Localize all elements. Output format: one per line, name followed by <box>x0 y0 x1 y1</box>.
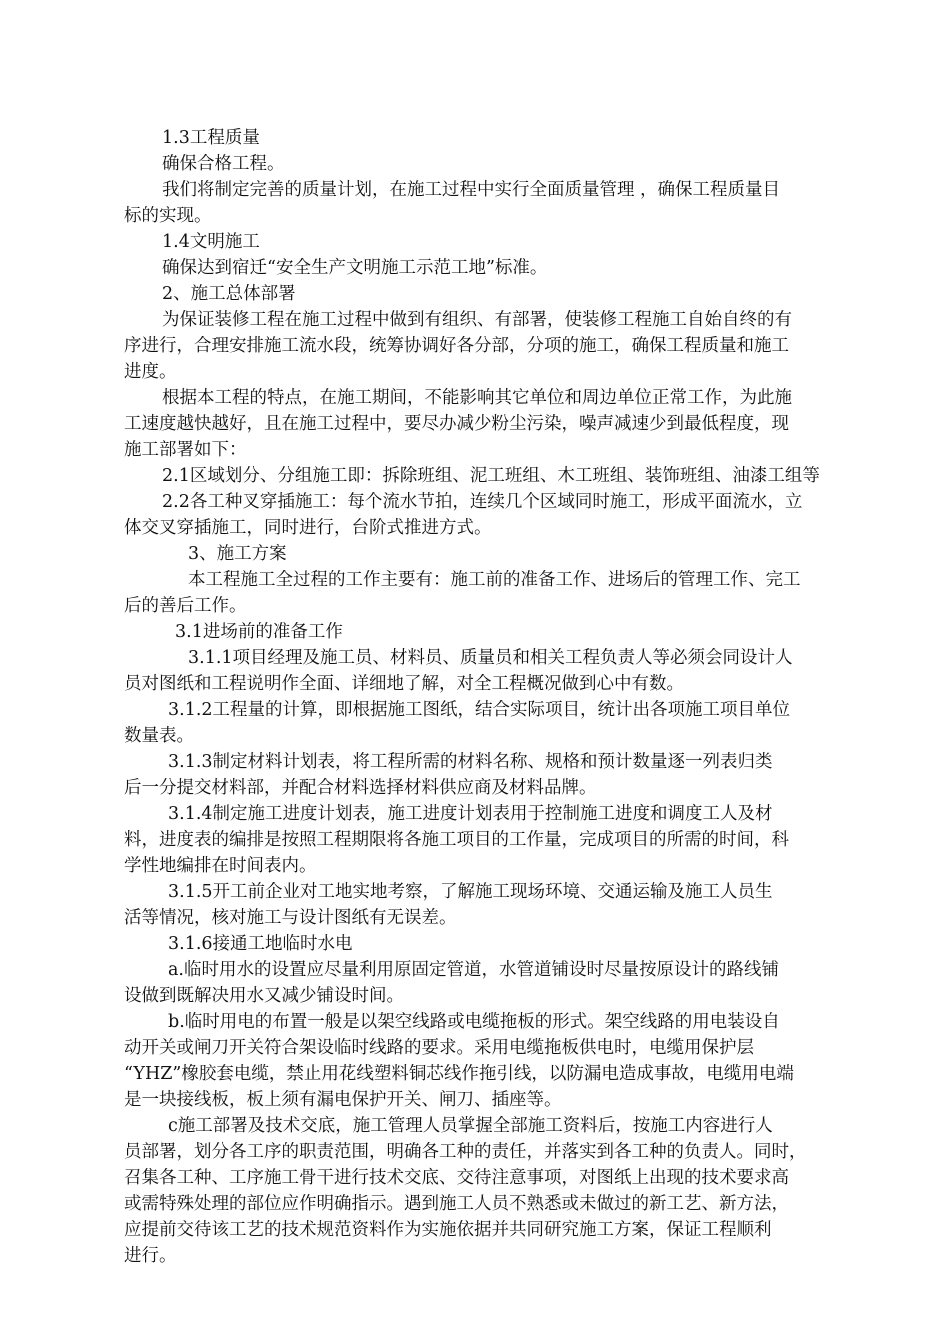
text-line: 后的善后工作。 <box>124 596 247 616</box>
text-line: 学性地编排在时间表内。 <box>124 856 317 876</box>
text-line: a.临时用水的设置应尽量利用原固定管道，水管道铺设时尽量按原设计的路线铺 <box>168 960 779 980</box>
text-line: 为保证装修工程在施工过程中做到有组织、有部署，使装修工程施工自始自终的有 <box>162 310 792 330</box>
text-line: 3.1进场前的准备工作 <box>175 622 343 642</box>
text-line: 料，进度表的编排是按照工程期限将各施工项目的工作量，完成项目的所需的时间，科 <box>124 830 789 850</box>
text-line: “YHZ”橡胶套电缆，禁止用花线塑料铜芯线作拖引线，以防漏电造成事故，电缆用电端 <box>124 1064 794 1084</box>
text-line: 3.1.3制定材料计划表，将工程所需的材料名称、规格和预计数量逐一列表归类 <box>168 752 773 772</box>
text-line: 进度。 <box>124 362 177 382</box>
text-line: 进行。 <box>124 1246 177 1266</box>
text-line: 或需特殊处理的部位应作明确指示。遇到施工人员不熟悉或未做过的新工艺、新方法， <box>124 1194 789 1214</box>
text-line: 2.1区域划分、分组施工即：拆除班组、泥工班组、木工班组、装饰班组、油漆工组等 <box>162 466 820 486</box>
text-line: 3.1.4制定施工进度计划表，施工进度计划表用于控制施工进度和调度工人及材 <box>168 804 773 824</box>
text-line: 确保达到宿迁“安全生产文明施工示范工地”标准。 <box>162 258 548 278</box>
text-line: b.临时用电的布置一般是以架空线路或电缆拖板的形式。架空线路的用电装设自 <box>168 1012 780 1032</box>
text-line: 2.2各工种叉穿插施工：每个流水节拍，连续几个区域同时施工，形成平面流水，立 <box>162 492 803 512</box>
text-line: 体交叉穿插施工，同时进行，台阶式推进方式。 <box>124 518 492 538</box>
text-line: 应提前交待该工艺的技术规范资料作为实施依据并共同研究施工方案，保证工程顺利 <box>124 1220 772 1240</box>
text-line: 是一块接线板，板上须有漏电保护开关、闸刀、插座等。 <box>124 1090 562 1110</box>
text-line: 活等情况，核对施工与设计图纸有无误差。 <box>124 908 457 928</box>
text-line: 1.3工程质量 <box>162 128 260 148</box>
text-line: 动开关或闸刀开关符合架设临时线路的要求。采用电缆拖板供电时，电缆用保护层 <box>124 1038 754 1058</box>
text-line: 施工部署如下： <box>124 440 247 460</box>
text-line: 序进行，合理安排施工流水段，统筹协调好各分部，分项的施工，确保工程质量和施工 <box>124 336 789 356</box>
text-line: 召集各工种、工序施工骨干进行技术交底、交待注意事项，对图纸上出现的技术要求高 <box>124 1168 789 1188</box>
text-line: 后一分提交材料部，并配合材料选择材料供应商及材料品牌。 <box>124 778 597 798</box>
text-line: 3、施工方案 <box>188 544 287 564</box>
text-line: 根据本工程的特点，在施工期间，不能影响其它单位和周边单位正常工作，为此施 <box>162 388 792 408</box>
text-line: 3.1.1项目经理及施工员、材料员、质量员和相关工程负责人等必须会同设计人 <box>188 648 793 668</box>
text-line: 员对图纸和工程说明作全面、详细地了解，对全工程概况做到心中有数。 <box>124 674 684 694</box>
text-line: 本工程施工全过程的工作主要有：施工前的准备工作、进场后的管理工作、完工 <box>188 570 801 590</box>
text-line: 标的实现。 <box>124 206 212 226</box>
text-line: 3.1.6接通工地临时水电 <box>168 934 353 954</box>
text-line: 员部署，划分各工序的职责范围，明确各工种的责任，并落实到各工种的负责人。同时， <box>124 1142 807 1162</box>
text-line: 我们将制定完善的质量计划，在施工过程中实行全面质量管理 ，确保工程质量目 <box>162 180 781 200</box>
text-line: 工速度越快越好，且在施工过程中，要尽办减少粉尘污染，噪声减速少到最低程度，现 <box>124 414 789 434</box>
text-line: 2、施工总体部署 <box>162 284 296 304</box>
text-line: 3.1.5开工前企业对工地实地考察，了解施工现场环境、交通运输及施工人员生 <box>168 882 773 902</box>
text-line: 数量表。 <box>124 726 194 746</box>
text-line: 设做到既解决用水又减少铺设时间。 <box>124 986 404 1006</box>
text-line: c施工部署及技术交底，施工管理人员掌握全部施工资料后，按施工内容进行人 <box>168 1116 773 1136</box>
text-line: 1.4文明施工 <box>162 232 260 252</box>
text-line: 3.1.2工程量的计算，即根据施工图纸，结合实际项目，统计出各项施工项目单位 <box>168 700 791 720</box>
text-line: 确保合格工程。 <box>162 154 285 174</box>
